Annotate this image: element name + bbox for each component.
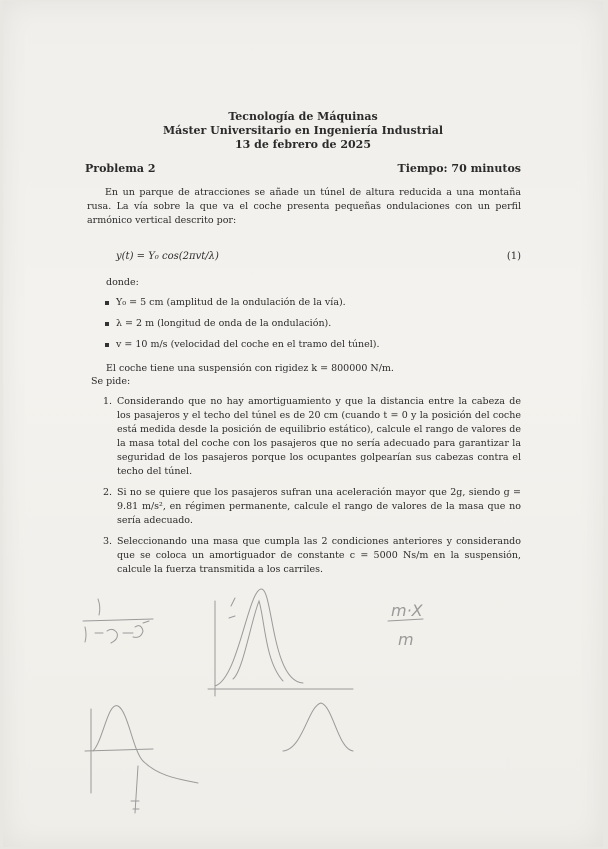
exam-page: [3, 1, 603, 847]
list-item: [103, 395, 521, 479]
time-limit: Tiempo: 70 minutos: [397, 162, 521, 175]
parameter-list: [103, 296, 521, 359]
suspension-statement: El coche tiene una suspensión con rigidez k = 800000 N/m.: [106, 363, 394, 374]
exam-header: [3, 110, 603, 152]
list-item: λ = 2 m (longitud de onda de la ondulación).: [103, 317, 521, 331]
pencil-sketches: [3, 561, 603, 821]
question-text: Considerando que no hay amortiguamiento y que la distancia entre la cabeza de los pasajeros y el techo del túnel es de 20 cm (cuando t = 0 y la posición del coche está medida desde la posición de equilibrio estático), calcule el rango de valores de la masa total del coche con los pasajeros que no sería adecuado para garantizar la seguridad de los pasajeros porque los ocupantes golpearían sus cabezas contra el techo del túnel.: [117, 396, 521, 477]
question-list: [103, 395, 521, 584]
exam-date: 13 de febrero de 2025: [235, 138, 371, 151]
sketch-peak-curve: [93, 706, 198, 783]
equation: [116, 251, 521, 262]
se-pide-label: Se pide:: [91, 376, 131, 387]
problem-title: Problema 2: [85, 162, 156, 175]
sketch-resonance-curve: [215, 589, 303, 686]
list-item: Y₀ = 5 cm (amplitud de la ondulación de la vía).: [103, 296, 521, 310]
sketch-small-peak: [283, 703, 353, 751]
intro-paragraph: En un parque de atracciones se añade un túnel de altura reducida a una montaña rusa. La vía sobre la que va el coche presenta pequeñas ondulaciones con un perfil armónico vertical descrito por:: [87, 187, 521, 226]
question-number: 2.: [103, 487, 113, 498]
list-item: v = 10 m/s (velocidad del coche en el tramo del túnel).: [103, 338, 521, 352]
sketch-numerator: [98, 599, 100, 615]
program-title: Máster Universitario en Ingeniería Industrial: [162, 124, 444, 137]
sketch-denominator: [85, 621, 149, 643]
equation-number: (1): [506, 251, 521, 262]
donde-label: donde:: [106, 277, 139, 288]
course-title: Tecnología de Máquinas: [228, 110, 378, 123]
handwriting-numerator: m·X: [391, 601, 423, 620]
sketch-fraction-bar: [83, 619, 153, 621]
equation-formula: y(t) = Y₀ cos(2πvt/λ): [116, 251, 219, 262]
problem-row: [85, 162, 521, 175]
question-number: 1.: [103, 396, 113, 407]
handwriting-denominator: m: [398, 630, 414, 649]
list-item: [103, 486, 521, 528]
question-number: 3.: [103, 536, 113, 547]
question-text: Seleccionando una masa que cumpla las 2 condiciones anteriores y considerando que se coloca un amortiguador de constante c = 5000 Ns/m en la suspensión, calcule la fuerza transmitida a los carriles.: [117, 536, 521, 575]
question-text: Si no se quiere que los pasajeros sufran una aceleración mayor que 2g, siendo g = 9.81 m/s², en régimen permanente, calcule el rango de valores de la masa que no sería adecuado.: [117, 487, 521, 526]
